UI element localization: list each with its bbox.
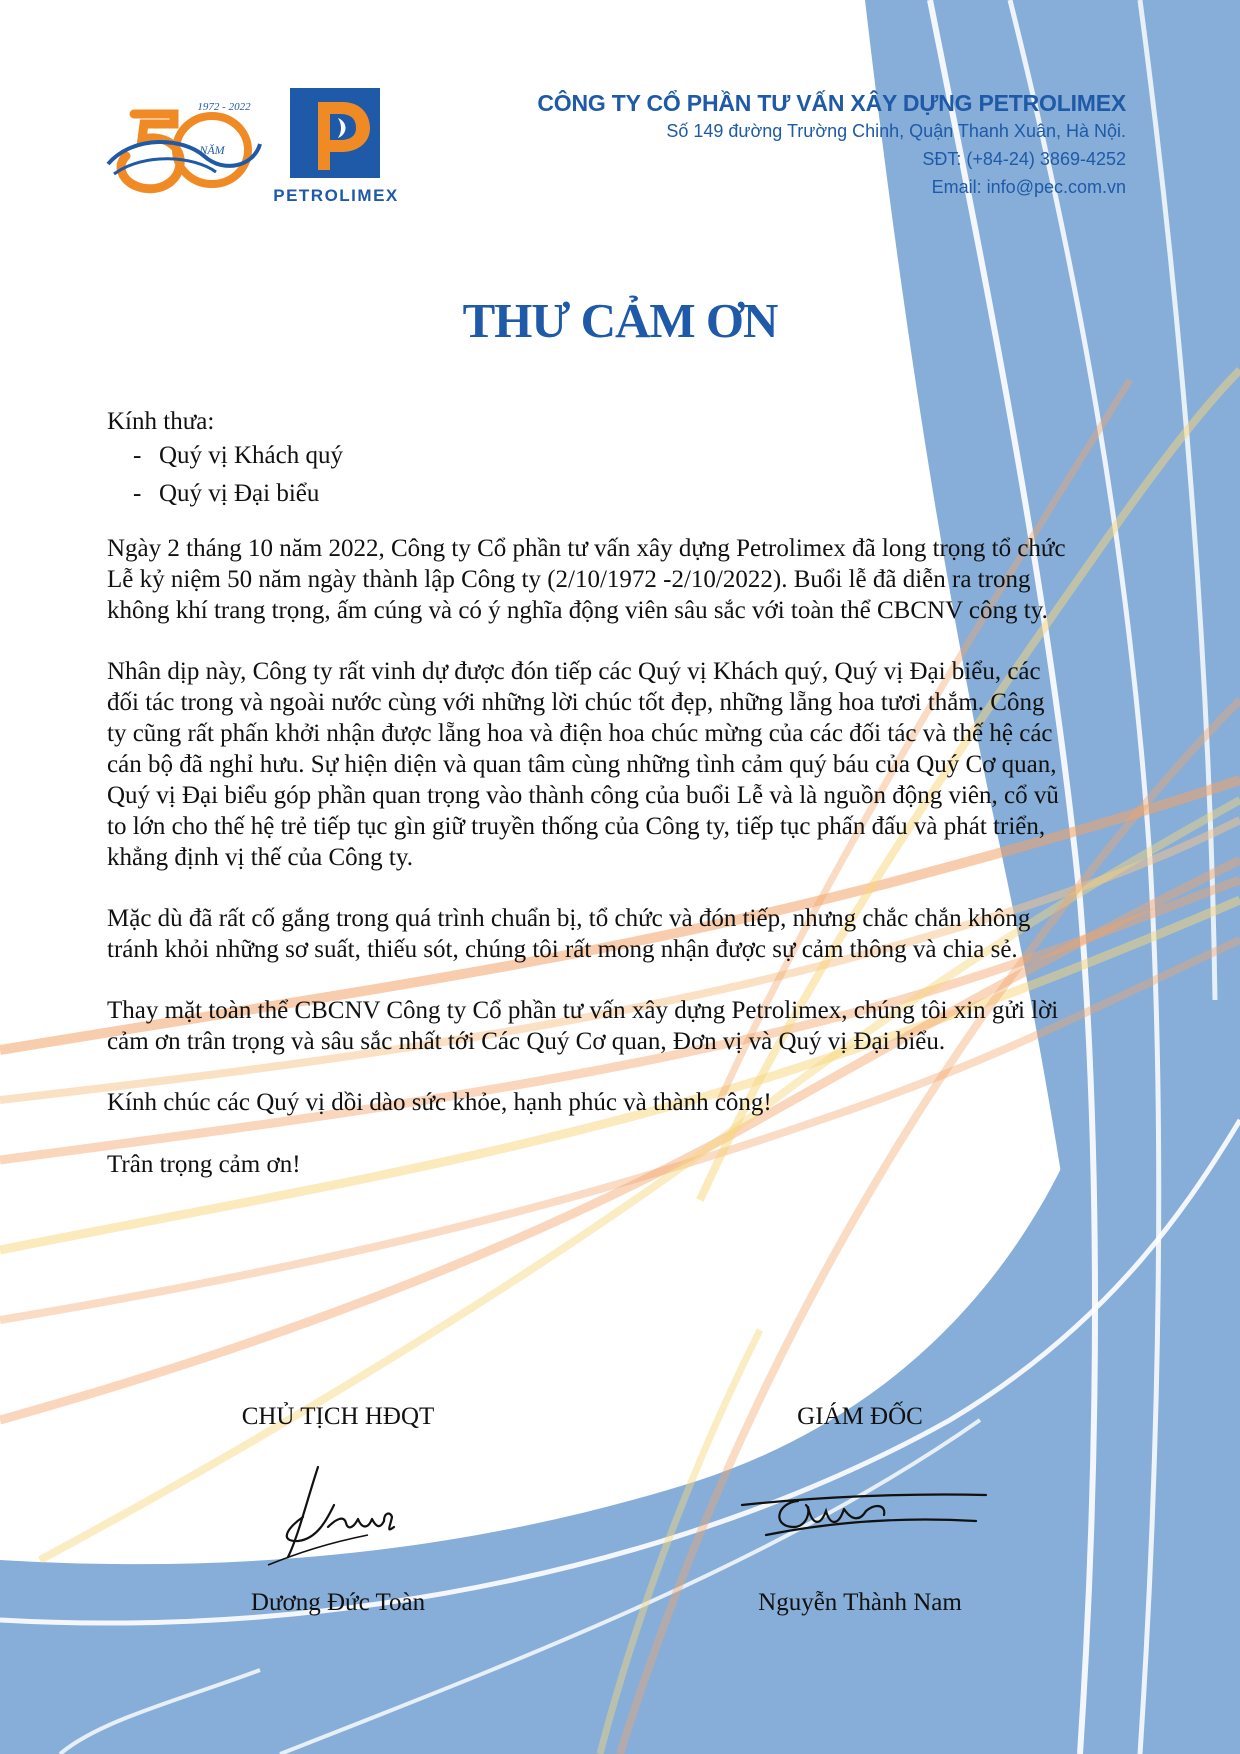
letter-body: [107, 406, 1067, 1211]
anniversary-50-logo: [104, 94, 262, 196]
signer-name: Dương Đức Toàn: [250, 1589, 426, 1616]
signature-block-chairman: [148, 1403, 528, 1633]
letter-title: THƯ CẢM ƠN: [462, 293, 778, 348]
logo-five-shape: [121, 114, 180, 189]
logo-years-text: 1972 - 2022: [197, 101, 251, 113]
signer-name: Nguyễn Thành Nam: [758, 1589, 962, 1616]
petrolimex-brand-text: PETROLIMEX: [273, 186, 399, 205]
company-header: [537, 89, 1126, 201]
paragraph-apology: Mặc dù đã rất cố gắng trong quá trình chuẩn bị, tổ chức và đón tiếp, nhưng chắc chắn không tránh khỏi những sơ suất, thiếu sót, chúng tôi rất mong nhận được sự cảm thông và chia sẻ.: [107, 905, 1031, 963]
paragraph-wishes: Kính chúc các Quý vị dồi dào sức khỏe, hạnh phúc và thành công!: [107, 1089, 772, 1116]
petrolimex-emblem-icon: [290, 88, 380, 178]
logo-word-text: NĂM: [199, 143, 225, 157]
paragraph-closing: Trân trọng cảm ơn!: [107, 1151, 301, 1178]
signer-role: GIÁM ĐỐC: [797, 1403, 923, 1430]
recipient-item: - Quý vị Khách quý: [133, 442, 343, 469]
recipient-item: - Quý vị Đại biểu: [133, 480, 320, 507]
recipient-label: Quý vị Khách quý: [159, 442, 343, 469]
paragraph-thanks: Thay mặt toàn thể CBCNV Công ty Cổ phần tư vấn xây dựng Petrolimex, chúng tôi xin gửi lời cảm ơn trân trọng và sâu sắc nhất tới Các Quý Cơ quan, Đơn vị và Quý vị Đại biểu.: [107, 997, 1059, 1055]
company-name: CÔNG TY CỔ PHẦN TƯ VẤN XÂY DỰNG PETROLIMEX: [537, 90, 1126, 116]
paragraph-ceremony: Ngày 2 tháng 10 năm 2022, Công ty Cổ phần tư vấn xây dựng Petrolimex đã long trọng tổ chức Lễ kỷ niệm 50 năm ngày thành lập Công ty (2/10/1972 -2/10/2022). Buổi lễ đã diễn ra trong không khí trang trọng, ấm cúng và có ý nghĩa động viên sâu sắc với toàn thể CBCNV công ty.: [107, 535, 1066, 624]
recipient-list: [133, 437, 1067, 513]
paragraph-gratitude: Nhân dịp này, Công ty rất vinh dự được đón tiếp các Quý vị Khách quý, Quý vị Đại biểu, các đối tác trong và ngoài nước cùng với những lời chúc tốt đẹp, những lẵng hoa tươi thắm. Công ty cũng rất phấn khởi nhận được lẵng hoa và điện hoa chúc mừng của các đối tác và thế hệ các cán bộ đã nghỉ hưu. Sự hiện diện và quan tâm cùng những tình cảm quý báu của Quý Cơ quan, Quý vị Đại biểu góp phần quan trọng vào thành công của buổi Lễ và là nguồn động viên, cổ vũ to lớn cho thế hệ trẻ tiếp tục gìn giữ truyền thống của Công ty, tiếp tục phấn đấu và phát triển, khẳng định vị thế của Công ty.: [107, 658, 1059, 871]
recipient-label: Quý vị Đại biểu: [159, 480, 320, 507]
signature-block-director: [670, 1403, 1050, 1633]
company-address: Số 149 đường Trường Chinh, Quận Thanh Xuân, Hà Nội.: [666, 121, 1126, 141]
company-email[interactable]: Email: info@pec.com.vn: [931, 177, 1126, 197]
handwritten-signature-director: [736, 1481, 996, 1561]
salutation: Kính thưa:: [107, 408, 215, 435]
handwritten-signature-chairman: [258, 1457, 408, 1567]
petrolimex-logo: [260, 88, 410, 206]
company-phone: SĐT: (+84-24) 3869-4252: [922, 149, 1126, 169]
signer-role: CHỦ TỊCH HĐQT: [241, 1403, 435, 1430]
